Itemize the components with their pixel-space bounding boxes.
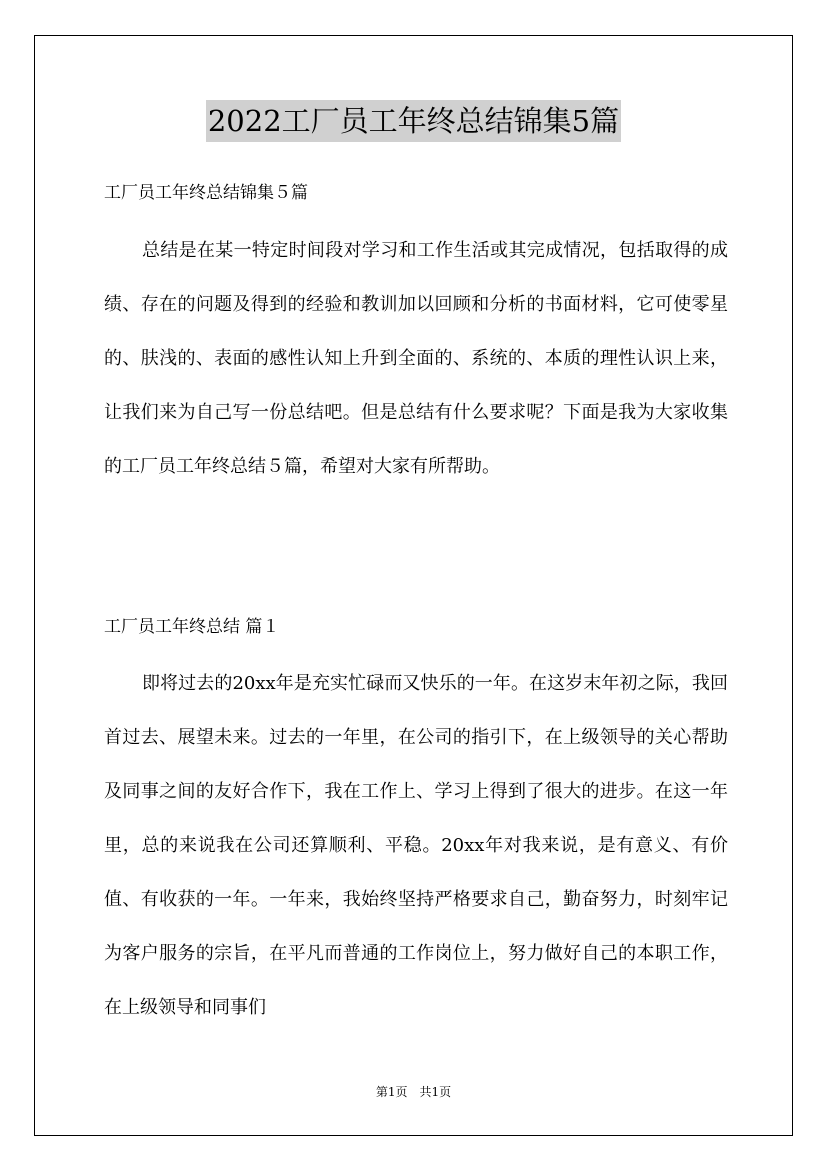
page-footer: 第1页 共1页 bbox=[375, 1085, 452, 1099]
document-title: 2022工厂员工年终总结锦集5篇 bbox=[206, 100, 621, 142]
section-heading: 工厂员工年终总结 篇１ bbox=[104, 617, 280, 637]
title-container bbox=[0, 100, 827, 142]
section-paragraph: 即将过去的20xx年是充实忙碌而又快乐的一年。在这岁末年初之际，我回首过去、展望未来。过去的一年里，在公司的指引下，在上级领导的关心帮助及同事之间的友好合作下，我在工作上、学习上得到了很大的进步。在这一年里，总的来说我在公司还算顺利、平稳。20xx年对我来说，是有意义、有价值、有收获的一年。一年来，我始终坚持严格要求自己，勤奋努力，时刻牢记为客户服务的宗旨，在平凡而普通的工作岗位上，努力做好自己的本职工作，在上级领导和同事们 bbox=[104, 673, 728, 1018]
intro-paragraph: 总结是在某一特定时间段对学习和工作生活或其完成情况，包括取得的成绩、存在的问题及得到的经验和教训加以回顾和分析的书面材料，它可使零星的、肤浅的、表面的感性认知上升到全面的、系统的、本质的理性认识上来，让我们来为自己写一份总结吧。但是总结有什么要求呢？下面是我为大家收集的工厂员工年终总结５篇，希望对大家有所帮助。 bbox=[104, 240, 728, 477]
document-subtitle: 工厂员工年终总结锦集５篇 bbox=[104, 183, 308, 203]
